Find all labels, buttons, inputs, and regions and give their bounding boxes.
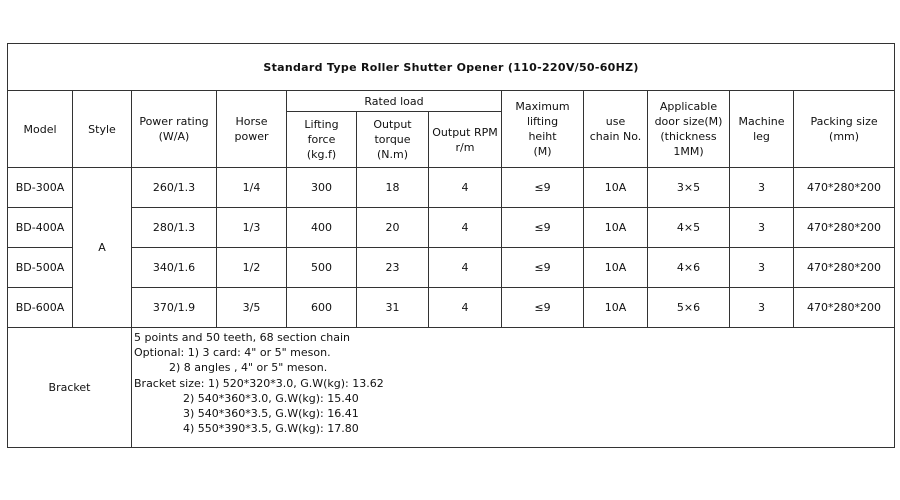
cell-door: 4×5 (648, 208, 730, 248)
cell-torque: 20 (357, 208, 429, 248)
cell-door: 4×6 (648, 248, 730, 288)
table-title: Standard Type Roller Shutter Opener (110-220V/50-60HZ) (8, 44, 895, 91)
cell-packing: 470*280*200 (794, 208, 895, 248)
cell-hp: 3/5 (217, 288, 287, 328)
cell-door: 5×6 (648, 288, 730, 328)
header-max-lifting-unit: (M) (533, 145, 552, 158)
header-rated-load: Rated load (287, 91, 502, 112)
cell-model: BD-300A (8, 168, 73, 208)
cell-rpm: 4 (429, 288, 502, 328)
cell-hp: 1/2 (217, 248, 287, 288)
bracket-line: 2) 8 angles , 4" or 5" meson. (134, 361, 328, 375)
cell-chain: 10A (584, 168, 648, 208)
cell-torque: 18 (357, 168, 429, 208)
cell-force: 600 (287, 288, 357, 328)
cell-rpm: 4 (429, 168, 502, 208)
table-row (8, 208, 895, 248)
bracket-line: 5 points and 50 teeth, 68 section chain (134, 331, 350, 344)
bracket-line: 4) 550*390*3.5, G.W(kg): 17.80 (134, 422, 359, 436)
header-door-size-line: Applicable (659, 100, 718, 113)
cell-model: BD-600A (8, 288, 73, 328)
cell-chain: 10A (584, 208, 648, 248)
header-max-lifting-line: heiht (528, 130, 557, 143)
cell-leg: 3 (730, 248, 794, 288)
bracket-label: Bracket (8, 328, 132, 448)
cell-height: ≤9 (502, 288, 584, 328)
cell-chain: 10A (584, 248, 648, 288)
bracket-line: Bracket size: 1) 520*320*3.0, G.W(kg): 13.62 (134, 376, 384, 390)
cell-torque: 23 (357, 248, 429, 288)
header-lifting-force-unit: (kg.f) (306, 148, 337, 161)
header-packing-size (794, 91, 895, 168)
bracket-row (8, 328, 895, 448)
cell-leg: 3 (730, 288, 794, 328)
header-max-lifting (502, 91, 584, 168)
cell-rpm: 4 (429, 248, 502, 288)
header-use-chain-line: use (605, 115, 626, 128)
header-output-rpm (429, 112, 502, 168)
cell-height: ≤9 (502, 168, 584, 208)
bracket-line: Optional: 1) 3 card: 4" or 5" meson. (134, 346, 331, 360)
header-max-lifting-line: lifting (526, 115, 559, 128)
cell-model: BD-500A (8, 248, 73, 288)
cell-height: ≤9 (502, 248, 584, 288)
cell-hp: 1/3 (217, 208, 287, 248)
bracket-details (132, 328, 895, 448)
cell-rpm: 4 (429, 208, 502, 248)
header-door-size-line: door size(M) (654, 115, 723, 128)
cell-style: A (73, 168, 132, 328)
header-horse-power: Horse power (217, 91, 287, 168)
table-row (8, 168, 895, 208)
cell-door: 3×5 (648, 168, 730, 208)
header-power-rating-unit: (W/A) (158, 130, 190, 143)
header-model: Model (8, 91, 73, 168)
cell-power: 370/1.9 (132, 288, 217, 328)
header-power-rating (132, 91, 217, 168)
table-row (8, 288, 895, 328)
header-style: Style (73, 91, 132, 168)
cell-packing: 470*280*200 (794, 248, 895, 288)
cell-packing: 470*280*200 (794, 168, 895, 208)
table-row (8, 248, 895, 288)
bracket-line: 2) 540*360*3.0, G.W(kg): 15.40 (134, 391, 359, 405)
header-door-size (648, 91, 730, 168)
spec-table (7, 43, 895, 448)
cell-model: BD-400A (8, 208, 73, 248)
header-use-chain (584, 91, 648, 168)
cell-height: ≤9 (502, 208, 584, 248)
header-output-rpm-line: Output RPM (432, 125, 498, 139)
bracket-line: 3) 540*360*3.5, G.W(kg): 16.41 (134, 407, 359, 421)
cell-force: 400 (287, 208, 357, 248)
header-use-chain-line: chain No. (589, 130, 642, 143)
header-power-rating-line: Power rating (139, 115, 209, 128)
cell-power: 280/1.3 (132, 208, 217, 248)
header-max-lifting-line: Maximum (515, 100, 570, 113)
cell-power: 340/1.6 (132, 248, 217, 288)
header-machine-leg: Machine leg (730, 91, 794, 168)
header-packing-size-line: Packing size (810, 115, 878, 128)
header-output-torque (357, 112, 429, 168)
header-door-size-line: (thickness 1MM) (660, 130, 717, 158)
cell-torque: 31 (357, 288, 429, 328)
header-output-rpm-unit: r/m (455, 140, 475, 154)
cell-packing: 470*280*200 (794, 288, 895, 328)
header-lifting-force (287, 112, 357, 168)
cell-leg: 3 (730, 208, 794, 248)
header-packing-size-unit: (mm) (829, 130, 860, 143)
header-lifting-force-line: Lifting force (304, 118, 339, 146)
header-output-torque-unit: (N.m) (376, 148, 409, 161)
cell-power: 260/1.3 (132, 168, 217, 208)
cell-force: 300 (287, 168, 357, 208)
cell-leg: 3 (730, 168, 794, 208)
cell-hp: 1/4 (217, 168, 287, 208)
cell-force: 500 (287, 248, 357, 288)
header-output-torque-line: Output torque (373, 118, 412, 146)
cell-chain: 10A (584, 288, 648, 328)
